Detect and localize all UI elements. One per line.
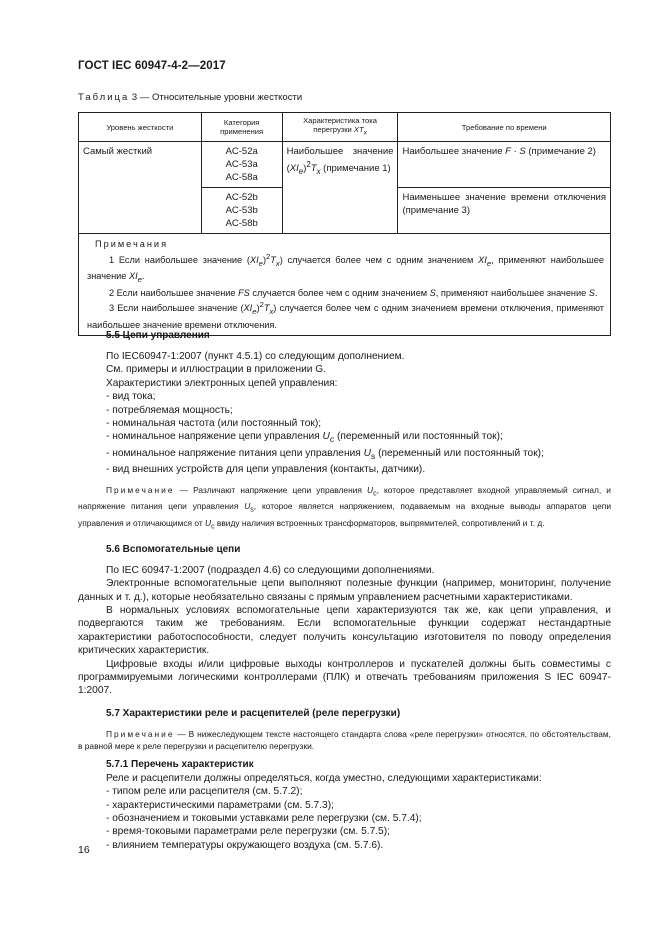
section-5-6-title: 5.6 Вспомогательные цепи [106,543,241,555]
table-caption [78,92,302,103]
document-body [78,330,611,852]
category-cell-group-1: AC-52a AC-53a AC-58a [201,142,282,188]
time-requirement-cell-1: Наибольшее значение F · S (примечание 2) [398,142,611,188]
list-item: - влиянием температуры окружающего воздуха (см. 5.7.6). [106,839,384,851]
list-item: - номинальное напряжение питания цепи управления $U_s$ (переменный или постоянный ток); [106,447,544,461]
list-item: - обозначением и токовыми уставками реле перегрузки (см. 5.7.4); [106,813,422,825]
list-item: - время-токовыми параметрами реле перегрузки (см. 5.7.5); [106,826,390,838]
notes-title: Примечания [95,239,169,249]
section-5-5-title: 5.5 Цепи управления [106,330,210,341]
table-caption-word: Таблица [78,92,130,103]
list-item: - вид внешних устройств для цепи управления (контакты, датчики). [106,464,426,476]
note-1: 1 Если наибольшее значение $(XI_e)^2T_x$) случается более чем с одним значением $XI_e$, применяют наибольшее значение $XI_e$. [87,251,605,284]
paragraph: По IEC 60947-1:2007 (подраздел 4.6) со следующими дополнениями. [106,564,435,576]
severity-table [78,112,611,336]
table-caption-text: 3 — Относительные уровни жесткости [131,92,303,103]
table-row [79,142,611,188]
note-2: 2 Если наибольшее значение FS случается более чем с одним значением S, применяют наибольшее значение S. [109,287,598,298]
section-5-7-note: Примечание — В нижеследующем тексте настоящего стандарта слова «реле перегрузки» относятся, по обстоятельствам, в равной мере к реле перегрузки и расцепителю перегрузки. [78,728,611,751]
paragraph: В нормальных условиях вспомогательные цепи характеризуются так же, как цепи управления, и подвергаются таким же требованиям. Если вспомогательные функции содержат нестандартные характеристики работоспособности, следует получить консультацию изготовителя по поводу определения критических характеристик. [78,604,611,657]
note-3: 3 Если наибольшее значение $(XI_e)^2T_x$) случается более чем с одним значением времени отключения, применяют наибольшее значение времени отключения. [87,300,604,330]
paragraph: Электронные вспомогательные цепи выполняют полезные функции (например, мониторинг, получение данных и т. д.), которые необязательно связаны с прямым управлением расчетными характеристиками. [78,578,611,603]
paragraph: См. примеры и иллюстрации в приложении G. [106,364,327,376]
paragraph: По IEC60947-1:2007 (пункт 4.5.1) со следующим дополнением. [106,351,405,362]
list-item: - типом реле или расцепителя (см. 5.7.2); [106,786,303,798]
list-item: - номинальное напряжение цепи управления $U_c$ (переменный или постоянный ток); [106,431,503,445]
section-5-7-title: 5.7 Характеристики реле и расцепителей (реле перегрузки) [106,707,401,719]
paragraph: Характеристики электронных цепей управления: [106,377,338,389]
table-notes-row [79,234,611,336]
category-cell-group-2: AC-52b AC-53b AC-58b [201,188,282,234]
header-severity-level: Уровень жесткости [79,113,202,142]
paragraph: Цифровые входы и/или цифровые выходы контроллеров и пускателей должны быть совместимы с программируемыми логическими контроллерами (ПЛК) и отвечать требованиям приложения S IEC 60947-1:2007. [78,658,611,697]
paragraph: Реле и расцепители должны определяться, когда уместно, следующими характеристиками: [106,772,542,784]
list-item: - вид тока; [106,391,156,403]
section-5-7-1-title: 5.7.1 Перечень характеристик [106,758,254,770]
table-header-row [79,113,611,142]
header-time-requirement: Требование по времени [398,113,611,142]
table-notes [79,234,611,336]
header-overload-characteristic: Характеристика тока перегрузки $XT_x$ [282,113,398,142]
severity-level-cell: Самый жесткий [79,142,202,234]
time-requirement-cell-2: Наименьшее значение времени отключения (примечание 3) [398,188,611,234]
list-item: - номинальная частота (или постоянный ток); [106,418,322,430]
overload-characteristic-cell: Наибольшее значение $(XI_e)^2T_x$ (примечание 1) [282,142,398,234]
section-5-5-note: Примечание — Различают напряжение цепи управления $U_c$, которое представляет входной управляемый сигнал, и напряжение питания цепи управления $U_s$, которое является напряжением, подаваемым на входные выводы аппаратов цепи управления и отличающимся от $U_c$ ввиду наличия встроенных трансформаторов, выпрямителей, сопротивлений и т. д. [78,484,612,531]
header-utilization-category: Категория применения [201,113,282,142]
list-item: - характеристическими параметрами (см. 5.7.3); [106,799,334,811]
list-item: - потребляемая мощность; [106,404,233,416]
document-header: ГОСТ IEC 60947-4-2—2017 [78,60,226,72]
page-number: 16 [78,844,90,856]
